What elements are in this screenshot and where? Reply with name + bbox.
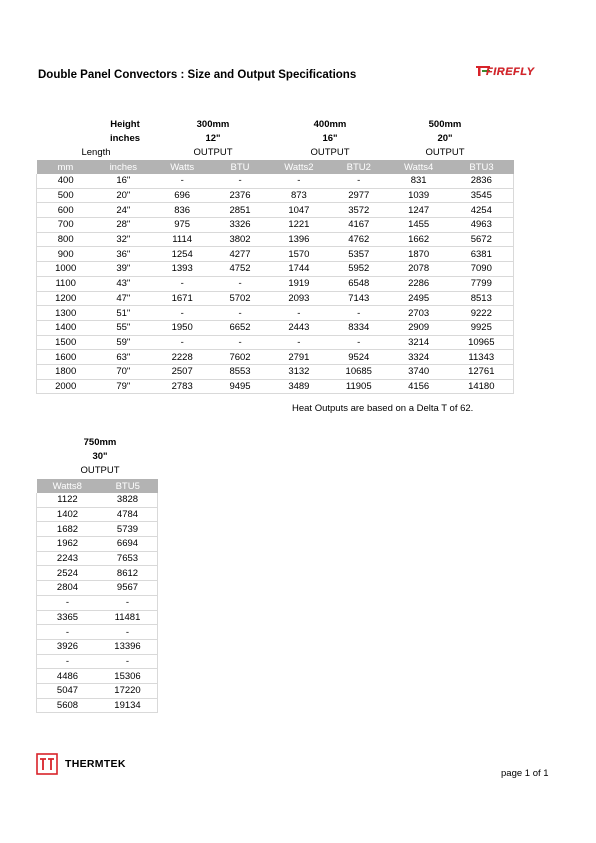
table-cell: - bbox=[37, 595, 99, 610]
table-cell: 1100 bbox=[37, 276, 95, 291]
table-cell: 8612 bbox=[98, 566, 158, 581]
table-cell: - bbox=[212, 174, 268, 188]
table-cell: 9925 bbox=[450, 320, 514, 335]
table-cell: 6381 bbox=[450, 247, 514, 262]
table-cell: 39" bbox=[94, 262, 152, 277]
table-row bbox=[37, 350, 514, 365]
col-header-watts2: Watts2 bbox=[268, 160, 330, 174]
table-header-row bbox=[37, 479, 158, 493]
table-cell: - bbox=[152, 306, 212, 321]
output-table-750 bbox=[36, 479, 158, 713]
table-cell: 2909 bbox=[388, 320, 450, 335]
table-cell: 2376 bbox=[212, 188, 268, 203]
group-500-mm: 500mm bbox=[428, 119, 462, 130]
table-cell: 5608 bbox=[37, 698, 99, 713]
length-label: Length bbox=[81, 147, 111, 158]
brand-name: FIREFLY bbox=[486, 66, 535, 78]
table-cell: 1600 bbox=[37, 350, 95, 365]
group-750-in: 30" bbox=[92, 451, 108, 462]
table-cell: - bbox=[98, 595, 158, 610]
table-cell: 5047 bbox=[37, 683, 99, 698]
group-300-output: OUTPUT bbox=[193, 147, 233, 158]
table-row bbox=[37, 306, 514, 321]
table-cell: 1870 bbox=[388, 247, 450, 262]
table-cell: 7653 bbox=[98, 551, 158, 566]
group-500-output: OUTPUT bbox=[425, 147, 465, 158]
table-cell: - bbox=[98, 654, 158, 669]
table-cell: 1000 bbox=[37, 262, 95, 277]
table-cell: 2078 bbox=[388, 262, 450, 277]
table-cell: 2000 bbox=[37, 379, 95, 394]
table-row bbox=[37, 218, 514, 233]
table-cell: 900 bbox=[37, 247, 95, 262]
table-cell: - bbox=[37, 625, 99, 640]
table-cell: 600 bbox=[37, 203, 95, 218]
group-400-mm: 400mm bbox=[313, 119, 347, 130]
table-cell: 1402 bbox=[37, 507, 99, 522]
table-cell: 2443 bbox=[268, 320, 330, 335]
table-header-row bbox=[37, 160, 514, 174]
table-cell: 3572 bbox=[330, 203, 388, 218]
table-cell: 831 bbox=[388, 174, 450, 188]
table-cell: 9567 bbox=[98, 581, 158, 596]
table-cell: 2228 bbox=[152, 350, 212, 365]
table-cell: 79" bbox=[94, 379, 152, 394]
table-cell: 5702 bbox=[212, 291, 268, 306]
table-cell: - bbox=[152, 276, 212, 291]
table-cell: 1662 bbox=[388, 232, 450, 247]
table-cell: 700 bbox=[37, 218, 95, 233]
table-row bbox=[37, 320, 514, 335]
table-cell: 51" bbox=[94, 306, 152, 321]
table-cell: 59" bbox=[94, 335, 152, 350]
table-cell: 3926 bbox=[37, 639, 99, 654]
table-row bbox=[37, 203, 514, 218]
table-cell: 7799 bbox=[450, 276, 514, 291]
table-cell: 10965 bbox=[450, 335, 514, 350]
table-cell: 8553 bbox=[212, 364, 268, 379]
table-cell: 3324 bbox=[388, 350, 450, 365]
table-row bbox=[37, 566, 158, 581]
table-cell: 70" bbox=[94, 364, 152, 379]
table-cell: 1800 bbox=[37, 364, 95, 379]
table-row bbox=[37, 364, 514, 379]
table-cell: 20" bbox=[94, 188, 152, 203]
table-cell: 3132 bbox=[268, 364, 330, 379]
table-cell: - bbox=[37, 654, 99, 669]
table-cell: 4963 bbox=[450, 218, 514, 233]
table-cell: 2507 bbox=[152, 364, 212, 379]
table-cell: 4167 bbox=[330, 218, 388, 233]
table-cell: 15306 bbox=[98, 669, 158, 684]
table-cell: 1744 bbox=[268, 262, 330, 277]
table-cell: 1671 bbox=[152, 291, 212, 306]
table-cell: 4277 bbox=[212, 247, 268, 262]
table-cell: 1200 bbox=[37, 291, 95, 306]
table-cell: - bbox=[212, 306, 268, 321]
table-cell: 17220 bbox=[98, 683, 158, 698]
thermtek-tt-icon bbox=[36, 753, 58, 775]
table-cell: 7143 bbox=[330, 291, 388, 306]
table-cell: - bbox=[330, 306, 388, 321]
table-cell: 47" bbox=[94, 291, 152, 306]
col-header-btu5: BTU5 bbox=[98, 479, 158, 493]
group-400-output: OUTPUT bbox=[310, 147, 350, 158]
table-row bbox=[37, 522, 158, 537]
table-cell: 1962 bbox=[37, 537, 99, 552]
table-row bbox=[37, 683, 158, 698]
table-cell: 2783 bbox=[152, 379, 212, 394]
table-cell: 11905 bbox=[330, 379, 388, 394]
table-cell: 16" bbox=[94, 174, 152, 188]
table-cell: - bbox=[268, 174, 330, 188]
group-750-output: OUTPUT bbox=[80, 465, 120, 476]
col-header-watts8: Watts8 bbox=[37, 479, 99, 493]
table-row bbox=[37, 551, 158, 566]
table-cell: 1300 bbox=[37, 306, 95, 321]
table-cell: 4784 bbox=[98, 507, 158, 522]
table-row bbox=[37, 335, 514, 350]
table-row bbox=[37, 232, 514, 247]
table-cell: - bbox=[330, 174, 388, 188]
table-row bbox=[37, 247, 514, 262]
table-cell: 63" bbox=[94, 350, 152, 365]
table-row bbox=[37, 595, 158, 610]
table-cell: 24" bbox=[94, 203, 152, 218]
table-cell: 975 bbox=[152, 218, 212, 233]
table-cell: 2243 bbox=[37, 551, 99, 566]
group-500-in: 20" bbox=[437, 133, 453, 144]
col-header-btu: BTU bbox=[212, 160, 268, 174]
output-table bbox=[36, 160, 514, 394]
table-cell: 5739 bbox=[98, 522, 158, 537]
table-cell: 873 bbox=[268, 188, 330, 203]
table-cell: 5672 bbox=[450, 232, 514, 247]
table-cell: 9222 bbox=[450, 306, 514, 321]
table-cell: 3740 bbox=[388, 364, 450, 379]
col-header-watts: Watts bbox=[152, 160, 212, 174]
table-cell: 400 bbox=[37, 174, 95, 188]
table-cell: 9524 bbox=[330, 350, 388, 365]
table-cell: 1393 bbox=[152, 262, 212, 277]
col-header-watts4: Watts4 bbox=[388, 160, 450, 174]
table-cell: 2495 bbox=[388, 291, 450, 306]
table-cell: 11481 bbox=[98, 610, 158, 625]
table-cell: 2836 bbox=[450, 174, 514, 188]
table-cell: 3802 bbox=[212, 232, 268, 247]
table-cell: 1122 bbox=[37, 493, 99, 507]
table-row bbox=[37, 379, 514, 394]
table-cell: 4762 bbox=[330, 232, 388, 247]
table-cell: - bbox=[268, 335, 330, 350]
table-cell: 4156 bbox=[388, 379, 450, 394]
table-cell: 8513 bbox=[450, 291, 514, 306]
table-cell: 13396 bbox=[98, 639, 158, 654]
group-300-in: 12" bbox=[205, 133, 221, 144]
table-cell: 55" bbox=[94, 320, 152, 335]
table-cell: 7602 bbox=[212, 350, 268, 365]
table-cell: - bbox=[98, 625, 158, 640]
table-cell: 1396 bbox=[268, 232, 330, 247]
height-label: Height bbox=[110, 119, 140, 130]
table-cell: 1570 bbox=[268, 247, 330, 262]
table-cell: 1400 bbox=[37, 320, 95, 335]
table-cell: 3365 bbox=[37, 610, 99, 625]
table-cell: 1682 bbox=[37, 522, 99, 537]
table-row bbox=[37, 610, 158, 625]
table-row bbox=[37, 625, 158, 640]
table-cell: 3214 bbox=[388, 335, 450, 350]
table-cell: 2703 bbox=[388, 306, 450, 321]
table-cell: - bbox=[152, 335, 212, 350]
table-cell: 14180 bbox=[450, 379, 514, 394]
table-cell: 1221 bbox=[268, 218, 330, 233]
table-cell: 5357 bbox=[330, 247, 388, 262]
table-cell: 500 bbox=[37, 188, 95, 203]
table-cell: 4254 bbox=[450, 203, 514, 218]
table-cell: 3545 bbox=[450, 188, 514, 203]
table-cell: 36" bbox=[94, 247, 152, 262]
table-cell: 4752 bbox=[212, 262, 268, 277]
table-row bbox=[37, 507, 158, 522]
table-row bbox=[37, 188, 514, 203]
table-cell: 2093 bbox=[268, 291, 330, 306]
table-cell: 1039 bbox=[388, 188, 450, 203]
table-cell: 2851 bbox=[212, 203, 268, 218]
table-cell: 2524 bbox=[37, 566, 99, 581]
table-cell: 2804 bbox=[37, 581, 99, 596]
col-header-mm: mm bbox=[37, 160, 95, 174]
table-cell: 1455 bbox=[388, 218, 450, 233]
table-row bbox=[37, 581, 158, 596]
table-cell: - bbox=[152, 174, 212, 188]
table-cell: 836 bbox=[152, 203, 212, 218]
inches-label: inches bbox=[109, 133, 141, 144]
table-cell: 9495 bbox=[212, 379, 268, 394]
table-row bbox=[37, 174, 514, 188]
table-cell: 43" bbox=[94, 276, 152, 291]
table-row bbox=[37, 291, 514, 306]
table-cell: 12761 bbox=[450, 364, 514, 379]
table-cell: 1254 bbox=[152, 247, 212, 262]
table-cell: 2286 bbox=[388, 276, 450, 291]
table-row bbox=[37, 262, 514, 277]
delta-t-note: Heat Outputs are based on a Delta T of 62. bbox=[292, 403, 474, 414]
group-750-mm: 750mm bbox=[83, 437, 117, 448]
table-cell: 3489 bbox=[268, 379, 330, 394]
table-cell: 1500 bbox=[37, 335, 95, 350]
table-cell: 11343 bbox=[450, 350, 514, 365]
table-cell: 3828 bbox=[98, 493, 158, 507]
table-cell: 8334 bbox=[330, 320, 388, 335]
table-row bbox=[37, 669, 158, 684]
table-row bbox=[37, 493, 158, 507]
table-cell: - bbox=[212, 276, 268, 291]
table-cell: 4486 bbox=[37, 669, 99, 684]
table-row bbox=[37, 654, 158, 669]
company-name: THERMTEK bbox=[65, 758, 126, 770]
table-cell: 2791 bbox=[268, 350, 330, 365]
group-400-in: 16" bbox=[322, 133, 338, 144]
table-row bbox=[37, 537, 158, 552]
col-header-btu3: BTU3 bbox=[450, 160, 514, 174]
table-cell: 32" bbox=[94, 232, 152, 247]
table-cell: 6652 bbox=[212, 320, 268, 335]
table-cell: 19134 bbox=[98, 698, 158, 713]
firefly-logo bbox=[476, 64, 560, 82]
table-cell: 1919 bbox=[268, 276, 330, 291]
col-header-inches: inches bbox=[94, 160, 152, 174]
table-cell: - bbox=[212, 335, 268, 350]
table-cell: - bbox=[268, 306, 330, 321]
table-cell: 696 bbox=[152, 188, 212, 203]
table-cell: - bbox=[330, 335, 388, 350]
table-row bbox=[37, 639, 158, 654]
group-300-mm: 300mm bbox=[196, 119, 230, 130]
page-number: page 1 of 1 bbox=[501, 768, 549, 779]
table-cell: 1247 bbox=[388, 203, 450, 218]
table-cell: 2977 bbox=[330, 188, 388, 203]
table-cell: 7090 bbox=[450, 262, 514, 277]
page-title: Double Panel Convectors : Size and Output Specifications bbox=[38, 69, 357, 81]
table-cell: 5952 bbox=[330, 262, 388, 277]
table-cell: 3326 bbox=[212, 218, 268, 233]
table-cell: 1950 bbox=[152, 320, 212, 335]
col-header-btu2: BTU2 bbox=[330, 160, 388, 174]
table-cell: 6548 bbox=[330, 276, 388, 291]
table-cell: 800 bbox=[37, 232, 95, 247]
table-cell: 1114 bbox=[152, 232, 212, 247]
table-cell: 28" bbox=[94, 218, 152, 233]
table-row bbox=[37, 276, 514, 291]
table-cell: 10685 bbox=[330, 364, 388, 379]
table-cell: 1047 bbox=[268, 203, 330, 218]
table-row bbox=[37, 698, 158, 713]
table-cell: 6694 bbox=[98, 537, 158, 552]
